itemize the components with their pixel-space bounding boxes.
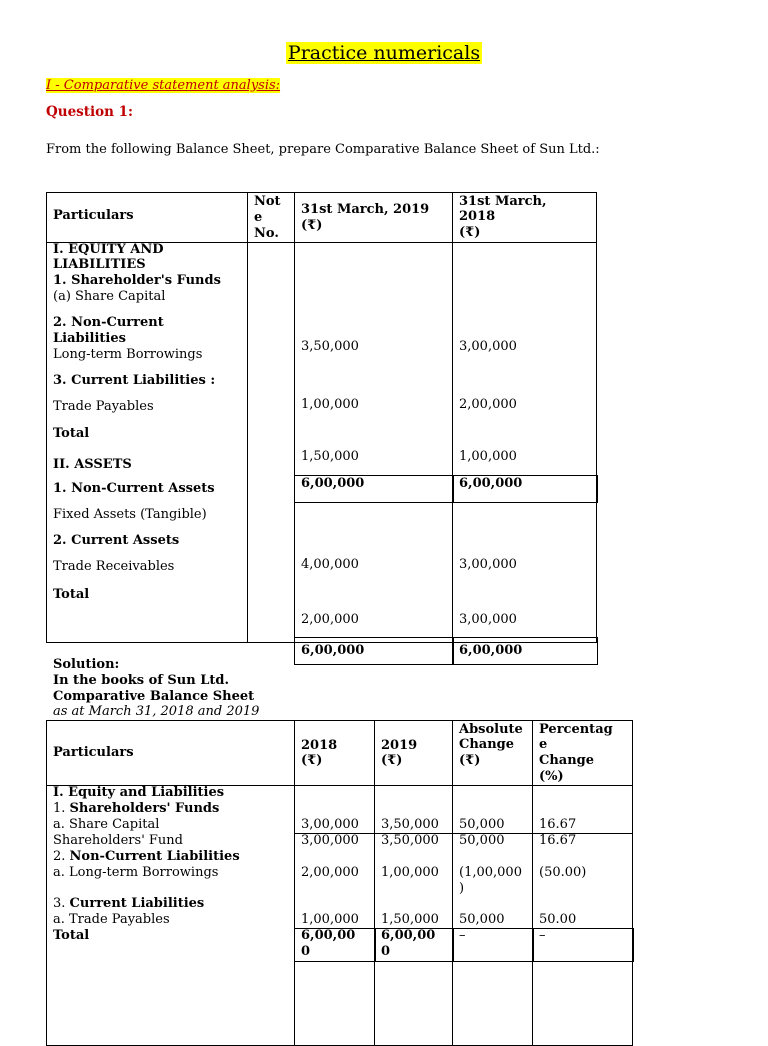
table-body-row: I. Equity and Liabilities 1. Shareholders' Funds a. Share Capital Shareholders' Fund 2. Non-Current Liabilities a. Long-term Borrowings 3. Current Liabilities a. Trade Payables Total 3,00,000 3,00,000 2,00,000 1,00,000 6,00,00 0 3,50,000 3,50,000 1,00,000 1,50,000 6,00,00 0 50,000 50,000 (1,00,000 ) 50,000 – 16.67 16.67 (50.00) 50.00 – — [47, 786, 633, 1046]
trade-payables-label: a. Trade Payables — [53, 912, 170, 927]
equity-liabilities-heading: I. EQUITY AND — [53, 242, 164, 257]
fixed-assets-2018: 3,00,000 — [459, 557, 517, 572]
shareholders-fund-2019: 3,50,000 — [381, 833, 439, 848]
total-2019: 6,00,000 — [301, 643, 365, 658]
solution-date: as at March 31, 2018 and 2019 — [53, 704, 260, 719]
trade-payables-label: Trade Payables — [53, 399, 154, 414]
total-label: Total — [53, 928, 90, 943]
total-pct-change: – — [539, 928, 546, 943]
current-liabilities-heading: 3. Current Liabilities : — [53, 373, 216, 388]
total-2019: 6,00,00 — [381, 928, 436, 943]
share-capital-label: a. Share Capital — [53, 817, 160, 832]
fixed-assets-2019: 4,00,000 — [301, 557, 359, 572]
share-capital-2019: 3,50,000 — [301, 339, 359, 354]
solution-label: Solution: — [53, 657, 120, 672]
comparative-balance-sheet-table — [46, 720, 633, 1046]
shareholders-fund-label: Shareholders' Fund — [53, 833, 183, 848]
solution-title: Comparative Balance Sheet — [53, 689, 255, 704]
non-current-liabilities-heading: 2. Non-Current — [53, 315, 164, 330]
page-title: Practice numericals — [287, 42, 481, 64]
shareholders-funds-heading: 1. Shareholder's Funds — [53, 273, 221, 288]
shareholders-fund-pct-change: 16.67 — [539, 833, 577, 848]
long-term-borrowings-2018: 2,00,000 — [459, 397, 517, 412]
assets-heading: II. ASSETS — [53, 457, 132, 472]
total-2019: 6,00,000 — [301, 476, 365, 491]
shareholders-funds-heading: 1. Shareholders' Funds — [53, 801, 220, 816]
share-capital-2019: 3,50,000 — [381, 817, 439, 832]
section-heading: I - Comparative statement analysis: — [46, 78, 281, 93]
header-2018: 2018 — [301, 738, 338, 753]
question-heading: Question 1: — [46, 104, 134, 120]
header-2018: 31st March, — [459, 194, 547, 209]
total-2018: 6,00,000 — [459, 476, 523, 491]
long-term-borrowings-2019: 1,00,000 — [301, 397, 359, 412]
header-2019: 2019 — [381, 738, 418, 753]
trade-receivables-2019: 2,00,000 — [301, 612, 359, 627]
non-current-assets-heading: 1. Non-Current Assets — [53, 481, 215, 496]
equity-liabilities-heading: I. Equity and Liabilities — [53, 785, 225, 800]
total-label: Total — [53, 426, 90, 441]
solution-books: In the books of Sun Ltd. — [53, 673, 229, 688]
header-particulars: Particulars — [53, 745, 134, 760]
trade-payables-pct-change: 50.00 — [539, 912, 577, 927]
trade-receivables-label: Trade Receivables — [53, 559, 175, 574]
shareholders-fund-abs-change: 50,000 — [459, 833, 505, 848]
current-assets-heading: 2. Current Assets — [53, 533, 180, 548]
header-percentage-change: Percentag — [539, 722, 613, 737]
shareholders-fund-2018: 3,00,000 — [301, 833, 359, 848]
table-header-row: Particulars Not e No. 31st March, 2019 (₹) 31st March, 2018 (₹) — [47, 193, 597, 243]
question-instruction: From the following Balance Sheet, prepare Comparative Balance Sheet of Sun Ltd.: — [46, 142, 600, 157]
trade-receivables-2018: 3,00,000 — [459, 612, 517, 627]
long-term-borrowings-label: Long-term Borrowings — [53, 347, 203, 362]
header-particulars: Particulars — [53, 208, 134, 223]
trade-payables-2018: 1,00,000 — [459, 449, 517, 464]
header-2019: 31st March, 2019 — [301, 202, 430, 217]
fixed-assets-label: Fixed Assets (Tangible) — [53, 507, 207, 522]
table-body-row: I. EQUITY AND LIABILITIES 1. Shareholder's Funds (a) Share Capital 2. Non-Current Liabilities Long-term Borrowings 3. Current Liabilities : Trade Payables Total II. ASSETS 1. Non-Current Assets Fixed Assets (Tangible) 2. Current Assets Trade Receivables Total 3,50,000 1,00,000 1,50,000 6,00,000 4,00,000 2,00,000 6,00,000 3,00,000 2,00,000 1,00,000 6,00,000 3,00,000 3,00,000 6,00,000 — [47, 243, 597, 643]
trade-payables-2018: 1,00,000 — [301, 912, 359, 927]
long-term-borrowings-abs-change: (1,00,000 — [459, 865, 522, 880]
long-term-borrowings-pct-change: (50.00) — [539, 865, 587, 880]
trade-payables-2019: 1,50,000 — [301, 449, 359, 464]
total-abs-change: – — [459, 928, 466, 943]
non-current-liabilities-heading: 2. Non-Current Liabilities — [53, 849, 240, 864]
current-liabilities-heading: 3. Current Liabilities — [53, 896, 205, 911]
long-term-borrowings-2019: 1,00,000 — [381, 865, 439, 880]
header-note-no: Not — [254, 194, 281, 209]
header-absolute-change: Absolute — [459, 722, 523, 737]
long-term-borrowings-2018: 2,00,000 — [301, 865, 359, 880]
share-capital-label: (a) Share Capital — [53, 289, 166, 304]
long-term-borrowings-label: a. Long-term Borrowings — [53, 865, 219, 880]
total-2018: 6,00,00 — [301, 928, 356, 943]
balance-sheet-table — [46, 192, 597, 658]
trade-payables-abs-change: 50,000 — [459, 912, 505, 927]
total-box — [532, 928, 634, 962]
share-capital-abs-change: 50,000 — [459, 817, 505, 832]
total-2018: 6,00,000 — [459, 643, 523, 658]
trade-payables-2019: 1,50,000 — [381, 912, 439, 927]
share-capital-2018: 3,00,000 — [301, 817, 359, 832]
total-label: Total — [53, 587, 90, 602]
share-capital-2018: 3,00,000 — [459, 339, 517, 354]
table-header-row: Particulars 2018 (₹) 2019 (₹) Absolute Change (₹) Percentag e Change (%) — [47, 721, 633, 786]
share-capital-pct-change: 16.67 — [539, 817, 577, 832]
